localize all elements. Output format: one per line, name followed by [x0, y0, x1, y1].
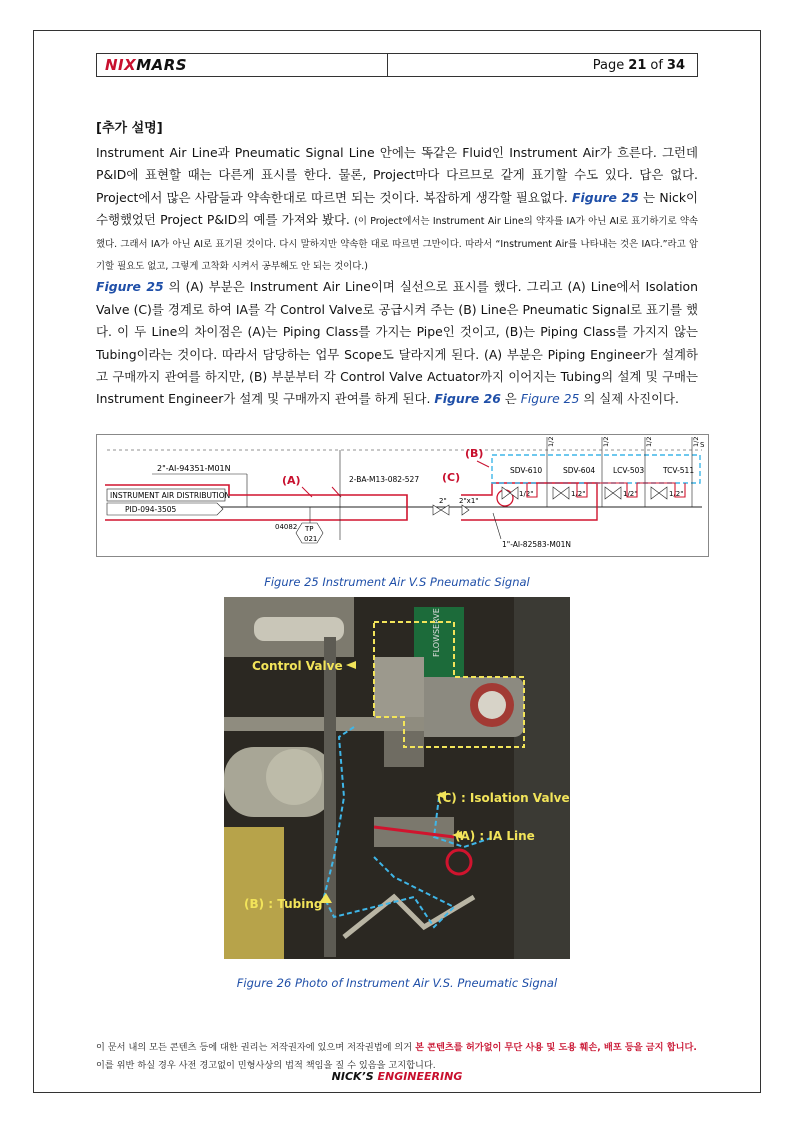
pid-reference: PID-094-3505	[125, 505, 177, 514]
para1-note: (이 Project에서는 Instrument Air Line의 약자를 IA가 아닌 AI로 표기하기로 약속했다. 그래서 IA가 아닌 AI로 표기된 것이다. 다시 말하지만 약속한 대로 따르면 그만이다. 따라서 “Instrument Air를 나타내는 것은 IA다.”라고 암기할 필요도 없고, 그렇게 고착화 시켜서 공부해도 안 되는 것이다.)	[96, 216, 698, 273]
copyright-text-2: 이를 위반 하실 경우 사전 경고없이 민형사상의 법적 책임을 질 수 있음을 고지합니다.	[96, 1060, 436, 1071]
page-of: of	[650, 57, 663, 73]
footer-brand	[0, 1070, 794, 1083]
figure-ref[interactable]: Figure 25	[96, 279, 164, 295]
copyright-text-1: 이 문서 내의 모든 콘텐츠 등에 대한 권리는 저작권자에 있으며 저작권법에 의거	[96, 1042, 416, 1053]
logo-part-2: MARS	[136, 56, 188, 74]
para1-text-2: 는 Nick이 수행했었던 Project P&ID의 예를 가져와 봤다.	[96, 189, 698, 228]
size-label-2: 2"x1"	[459, 497, 479, 505]
line-number-top: 2"-AI-94351-M01N	[157, 464, 231, 473]
figure-25-caption: Figure 25 Instrument Air V.S Pneumatic Signal	[264, 575, 530, 589]
tap-size-2: 1/2	[602, 436, 610, 447]
logo-part-1: NIX	[105, 56, 137, 74]
edge-mark: S	[700, 441, 705, 449]
paragraph-2	[96, 276, 698, 410]
valve-tag-3: LCV-503	[613, 466, 645, 475]
size-label-1: 2"	[439, 497, 447, 505]
branch-size-3: 1/2"	[623, 490, 638, 498]
figure-ref[interactable]: Figure 26	[434, 391, 501, 407]
valve-tag-1: SDV-610	[510, 466, 543, 475]
tp-number: 04082	[275, 523, 298, 531]
page-prefix: Page	[592, 57, 625, 73]
label-a: (A)	[282, 474, 301, 487]
para2-text-3: 의 실제 사진이다.	[579, 391, 679, 407]
page-indicator	[388, 54, 697, 76]
tap-size-1: 1/2	[547, 436, 555, 447]
footer-brand-2: ENGINEERING	[377, 1070, 463, 1083]
label-b: (B)	[465, 447, 484, 460]
copyright-warning: 본 콘텐츠를 허가없이 무단 사용 및 도용 훼손, 배포 등을 금지 합니다.	[415, 1042, 697, 1053]
para2-text-2: 은	[500, 391, 521, 407]
para2-text-1: 의 (A) 부분은 Instrument Air Line이며 실선으로 표시를 했다. 그리고 (A) Line에서 Isolation Valve (C)를 경계로 하여 IA를 각 Control Valve로 공급시켜 주는 (B) Line은 Pneumatic Signal로 표기를 했다. 이 두 Line의 차이점은 (A)는 Piping Class를 가지는 Pipe인 것이고, (B)는 Piping Class를 가지지 않는 Tubing이라는 것이다. 따라서 담당하는 업무 Scope도 달라지게 된다. (A) 부분은 Piping Engineer가 설계하고 구매까지 관여를 하지만, (B) 부분부터 각 Control Valve Actuator까지 이어지는 Tubing의 설계 및 구매는 Instrument Engineer가 설계 및 구매까지 관여를 하게 된다.	[96, 279, 698, 407]
figure-26-caption: Figure 26 Photo of Instrument Air V.S. Pneumatic Signal	[236, 976, 558, 990]
plant-photo	[224, 597, 570, 959]
figure-ref[interactable]: Figure 25	[572, 189, 639, 205]
mid-line-number: 2-BA-M13-082-527	[349, 475, 420, 484]
branch-size-1: 1/2"	[519, 490, 534, 498]
valve-tag-4: TCV-511	[663, 466, 695, 475]
tubing-label: (B) : Tubing	[244, 897, 323, 911]
distribution-box-title: INSTRUMENT AIR DISTRIBUTION	[110, 491, 231, 500]
control-valve-label: Control Valve	[252, 659, 343, 673]
tp-label: TP	[305, 525, 314, 533]
page-total: 34	[666, 57, 685, 73]
ia-line-label: (A) : IA Line	[455, 829, 535, 843]
tap-size-3: 1/2	[645, 436, 653, 447]
isolation-valve-label: (C) : Isolation Valve	[437, 791, 570, 805]
pid-drawing	[97, 435, 708, 556]
body-text	[96, 142, 698, 411]
section-title: [추가 설명]	[96, 121, 163, 136]
branch-line-number: 1"-AI-82583-M01N	[502, 540, 572, 549]
valve-brand: FLOWSERVE	[432, 608, 441, 657]
page-header	[96, 53, 698, 77]
tap-size-4: 1/2	[692, 436, 700, 447]
paragraph-1	[96, 142, 698, 276]
page-number: 21	[628, 57, 647, 73]
pid-diagram	[96, 434, 709, 557]
branch-size-4: 1/2"	[669, 490, 684, 498]
figure-ref[interactable]: Figure 25	[520, 391, 580, 407]
branch-size-2: 1/2"	[571, 490, 586, 498]
valve-tag-2: SDV-604	[563, 466, 596, 475]
footer-brand-1: NICK’S	[331, 1070, 378, 1083]
label-c: (C)	[442, 471, 461, 484]
company-logo	[97, 54, 388, 76]
tp-sub: 021	[304, 535, 318, 543]
para1-text-1: Instrument Air Line과 Pneumatic Signal Line 안에는 똑같은 Fluid인 Instrument Air가 흐른다. 그런데 P&ID에 표현할 때는 다른게 표시를 한다. 물론, Project마다 다르므로 같게 표기할 수도 있다. 답은 없다. Project에서 많은 사람들과 약속한대로 따르면 되는 것이다. 복잡하게 생각할 필요없다.	[96, 145, 698, 205]
